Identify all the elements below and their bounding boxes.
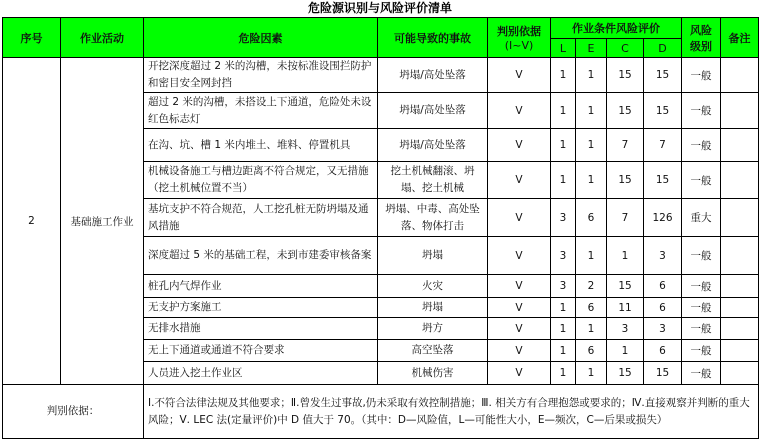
remark-cell xyxy=(721,318,759,340)
e-cell: 1 xyxy=(576,58,607,93)
header-no: 序号 xyxy=(3,18,61,58)
remark-cell xyxy=(721,58,759,93)
e-cell: 1 xyxy=(576,93,607,129)
remark-cell xyxy=(721,298,759,318)
c-cell: 7 xyxy=(607,129,644,162)
accident-cell: 坍塌 xyxy=(378,237,488,275)
accident-cell: 火灾 xyxy=(378,275,488,298)
basis-cell: V xyxy=(488,129,551,162)
l-cell: 1 xyxy=(551,340,576,362)
remark-cell xyxy=(721,93,759,129)
l-cell: 1 xyxy=(551,58,576,93)
l-cell: 1 xyxy=(551,362,576,385)
basis-cell: V xyxy=(488,199,551,237)
header-activity: 作业活动 xyxy=(61,18,144,58)
level-cell: 一般 xyxy=(682,362,721,385)
e-cell: 6 xyxy=(576,340,607,362)
page-title: 危险源识别与风险评价清单 xyxy=(307,1,452,15)
c-cell: 3 xyxy=(607,318,644,340)
basis-cell: V xyxy=(488,93,551,129)
e-cell: 1 xyxy=(576,129,607,162)
l-cell: 1 xyxy=(551,93,576,129)
header-d: D xyxy=(644,39,682,58)
hazard-cell: 无上下通道或通道不符合要求 xyxy=(144,340,378,362)
l-cell: 3 xyxy=(551,237,576,275)
basis-cell: V xyxy=(488,58,551,93)
level-cell: 一般 xyxy=(682,275,721,298)
c-cell: 15 xyxy=(607,58,644,93)
level-cell: 一般 xyxy=(682,93,721,129)
l-cell: 3 xyxy=(551,199,576,237)
level-cell: 一般 xyxy=(682,340,721,362)
header-level: 风险级别 xyxy=(682,18,721,58)
c-cell: 1 xyxy=(607,237,644,275)
d-cell: 15 xyxy=(644,58,682,93)
header-e: E xyxy=(576,39,607,58)
l-cell: 1 xyxy=(551,298,576,318)
hazard-cell: 开挖深度超过 2 米的沟槽，未按标准设围拦防护和密目安全网封挡 xyxy=(144,58,378,93)
l-cell: 1 xyxy=(551,318,576,340)
remark-cell xyxy=(721,237,759,275)
basis-cell: V xyxy=(488,275,551,298)
accident-cell: 坍塌/高处坠落 xyxy=(378,58,488,93)
hazard-cell: 基坑支护不符合规范，人工挖孔桩无防坍塌及通风措施 xyxy=(144,199,378,237)
remark-cell xyxy=(721,362,759,385)
e-cell: 1 xyxy=(576,318,607,340)
d-cell: 6 xyxy=(644,340,682,362)
table-row xyxy=(3,58,759,93)
c-cell: 15 xyxy=(607,362,644,385)
basis-cell: V xyxy=(488,162,551,199)
d-cell: 6 xyxy=(644,298,682,318)
accident-cell: 坍塌/高处坠落 xyxy=(378,93,488,129)
level-cell: 一般 xyxy=(682,237,721,275)
level-cell: 一般 xyxy=(682,129,721,162)
header-lec: 作业条件风险评价 xyxy=(551,18,682,39)
d-cell: 126 xyxy=(644,199,682,237)
basis-cell: V xyxy=(488,362,551,385)
basis-cell: V xyxy=(488,237,551,275)
footer-label: 判别依据： xyxy=(3,385,144,439)
c-cell: 7 xyxy=(607,199,644,237)
header-accident: 可能导致的事故 xyxy=(378,18,488,58)
c-cell: 15 xyxy=(607,93,644,129)
accident-cell: 坍塌、中毒、高处坠落、物体打击 xyxy=(378,199,488,237)
level-cell: 一般 xyxy=(682,318,721,340)
header-basis xyxy=(488,18,551,58)
d-cell: 3 xyxy=(644,237,682,275)
e-cell: 1 xyxy=(576,162,607,199)
e-cell: 6 xyxy=(576,199,607,237)
hazard-cell: 超过 2 米的沟槽，未搭设上下通道，危险处未设红色标志灯 xyxy=(144,93,378,129)
c-cell: 15 xyxy=(607,162,644,199)
remark-cell xyxy=(721,129,759,162)
c-cell: 11 xyxy=(607,298,644,318)
group-no: 2 xyxy=(3,58,61,385)
accident-cell: 挖土机械翻滚、坍塌、挖土机械 xyxy=(378,162,488,199)
hazard-cell: 无支护方案施工 xyxy=(144,298,378,318)
level-cell: 重大 xyxy=(682,199,721,237)
level-cell: 一般 xyxy=(682,58,721,93)
e-cell: 1 xyxy=(576,237,607,275)
e-cell: 1 xyxy=(576,362,607,385)
accident-cell: 坍方 xyxy=(378,318,488,340)
d-cell: 15 xyxy=(644,162,682,199)
hazard-cell: 在沟、坑、槽 1 米内堆土、堆料、停置机具 xyxy=(144,129,378,162)
basis-cell: V xyxy=(488,318,551,340)
basis-label: 判别依据 xyxy=(497,25,541,38)
l-cell: 1 xyxy=(551,162,576,199)
footer-text: Ⅰ.不符合法律法规及其他要求；Ⅱ.曾发生过事故,仍未采取有效控制措施；Ⅲ. 相关方有合理抱怨或要求的；Ⅳ.直接观察并判断的重大风险；Ⅴ. LEC 法(定量评价)中 D 值大于 70。（其中：D—风险值，L—可能性大小，E—频次，C—后果或损失） xyxy=(144,385,759,439)
d-cell: 7 xyxy=(644,129,682,162)
remark-cell xyxy=(721,199,759,237)
basis-cell: V xyxy=(488,298,551,318)
d-cell: 15 xyxy=(644,93,682,129)
remark-cell xyxy=(721,340,759,362)
l-cell: 1 xyxy=(551,129,576,162)
e-cell: 2 xyxy=(576,275,607,298)
hazard-cell: 无排水措施 xyxy=(144,318,378,340)
c-cell: 1 xyxy=(607,340,644,362)
hazard-cell: 机械设备施工与槽边距离不符合规定，又无措施（挖土机械位置不当） xyxy=(144,162,378,199)
level-cell: 一般 xyxy=(682,298,721,318)
header-l: L xyxy=(551,39,576,58)
hazard-cell: 桩孔内气焊作业 xyxy=(144,275,378,298)
d-cell: 15 xyxy=(644,362,682,385)
l-cell: 3 xyxy=(551,275,576,298)
accident-cell: 机械伤害 xyxy=(378,362,488,385)
risk-table xyxy=(2,17,759,439)
header-hazard: 危险因素 xyxy=(144,18,378,58)
accident-cell: 坍塌/高处坠落 xyxy=(378,129,488,162)
d-cell: 3 xyxy=(644,318,682,340)
header-remark: 备注 xyxy=(721,18,759,58)
c-cell: 15 xyxy=(607,275,644,298)
d-cell: 6 xyxy=(644,275,682,298)
remark-cell xyxy=(721,162,759,199)
e-cell: 6 xyxy=(576,298,607,318)
header-c: C xyxy=(607,39,644,58)
group-activity: 基础施工作业 xyxy=(61,58,144,385)
remark-cell xyxy=(721,275,759,298)
accident-cell: 高空坠落 xyxy=(378,340,488,362)
accident-cell: 坍塌 xyxy=(378,298,488,318)
hazard-cell: 人员进入挖土作业区 xyxy=(144,362,378,385)
basis-range: (I~V) xyxy=(504,39,534,52)
hazard-cell: 深度超过 5 米的基础工程，未到市建委审核备案 xyxy=(144,237,378,275)
basis-cell: V xyxy=(488,340,551,362)
level-cell: 一般 xyxy=(682,162,721,199)
